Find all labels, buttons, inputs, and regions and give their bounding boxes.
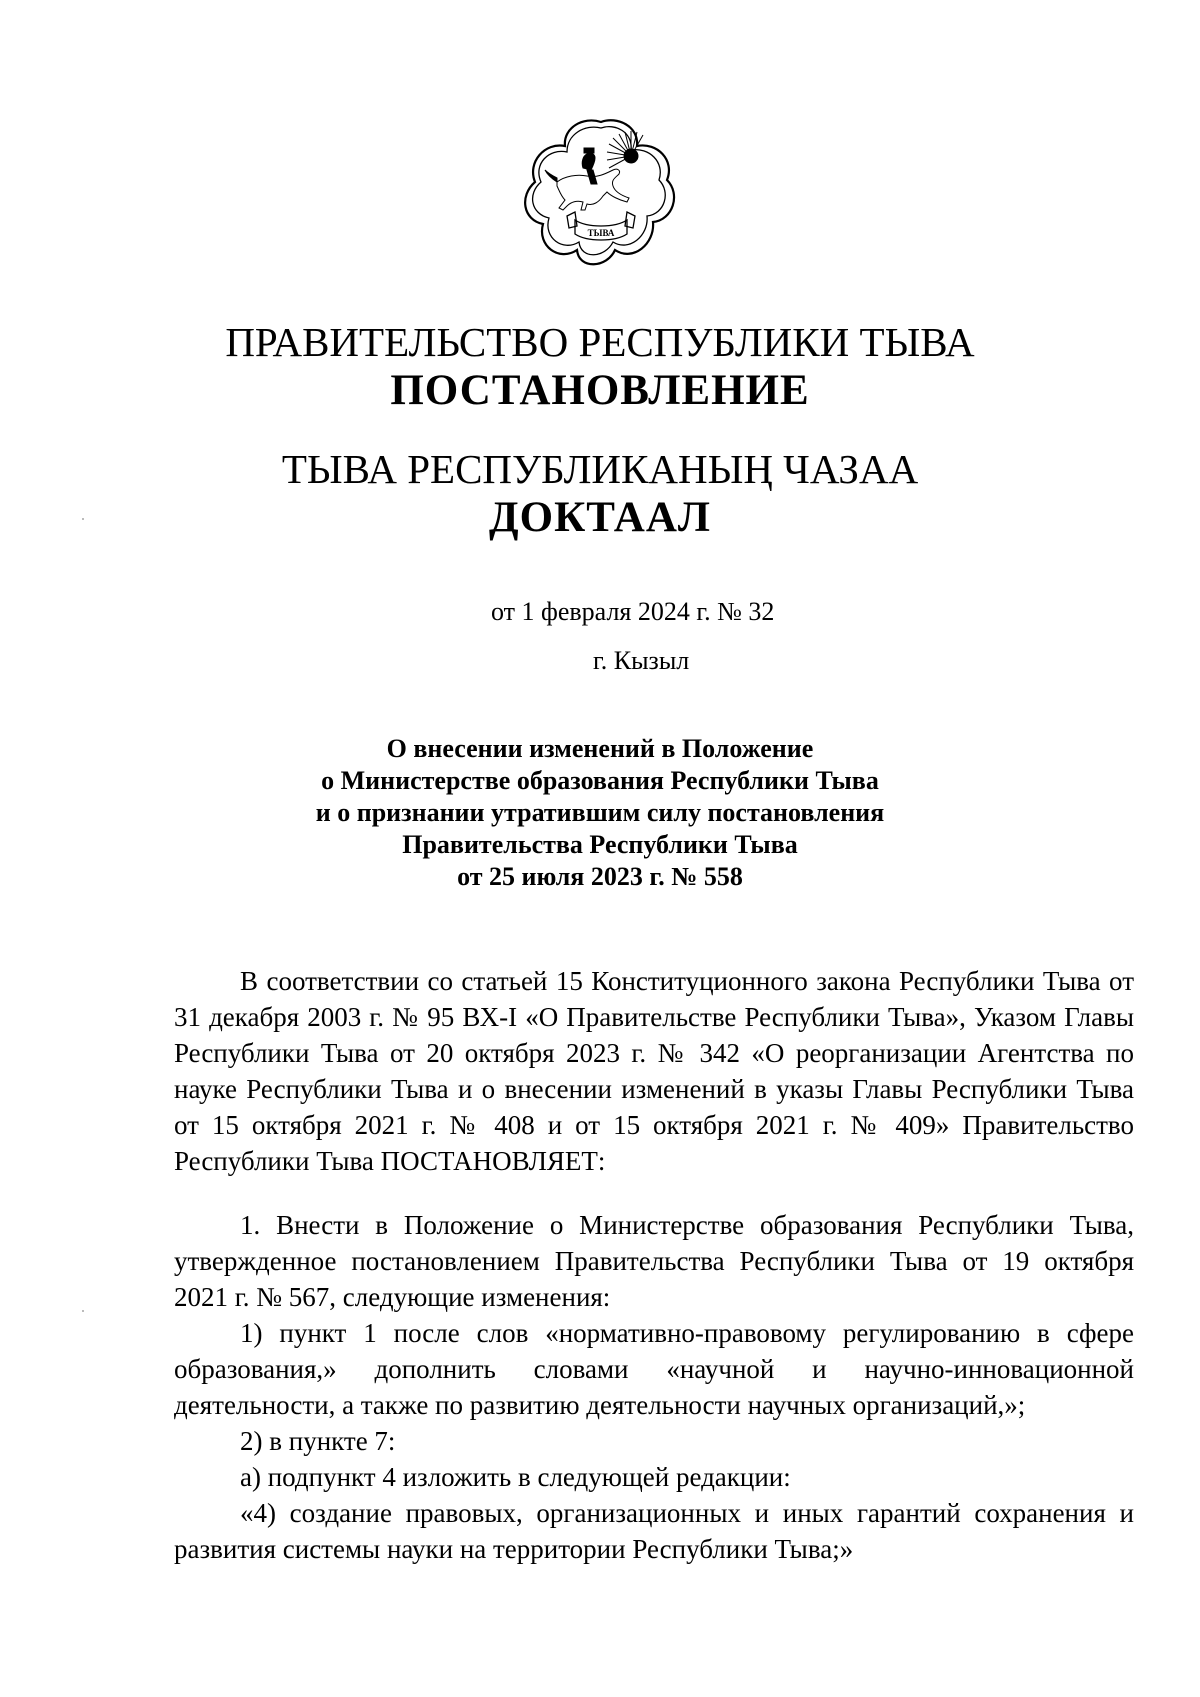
document-type-ru: ПОСТАНОВЛЕНИЕ [390, 367, 810, 414]
tyva-emblem-logo [521, 112, 681, 272]
body-paragraph-subitem-a: а) подпункт 4 изложить в следующей редакции: [240, 1462, 791, 1492]
document-body [174, 963, 1134, 1567]
document-city: г. Кызыл [593, 646, 690, 675]
scan-artifact-dot [82, 1310, 84, 1312]
document-title-line: и о признании утратившим силу постановления [315, 798, 885, 827]
document-type-tyv: ДОКТААЛ [489, 494, 711, 541]
document-title-line: о Министерстве образования Республики Тыва [321, 766, 879, 795]
body-paragraph-quote: «4) создание правовых, организационных и иных гарантий сохранения и развития системы науки на территории Республики Тыва;» [174, 1498, 1134, 1564]
document-title [250, 733, 950, 893]
document-title-line: О внесении изменений в Положение [386, 734, 814, 763]
body-paragraph-item-1: 1. Внести в Положение о Министерстве образования Республики Тыва, утвержденное постановлением Правительства Республики Тыва от 19 октября 2021 г. № 567, следующие изменения: [174, 1210, 1134, 1312]
document-title-line: от 25 июля 2023 г. № 558 [457, 862, 743, 891]
emblem-ribbon-text: ТЫВА [587, 228, 615, 238]
government-title-ru: ПРАВИТЕЛЬСТВО РЕСПУБЛИКИ ТЫВА [225, 319, 975, 365]
body-paragraph-preamble: В соответствии со статьей 15 Конституционного закона Республики Тыва от 31 декабря 2003 г. № 95 ВХ-I «О Правительстве Республики Тыва», Указом Главы Республики Тыва от 20 октября 2023 г. № 342 «О реорганизации Агентства по науке Республики Тыва и о внесении изменений в указы Главы Республики Тыва от 15 октября 2021 г. № 408 и от 15 октября 2021 г. № 409» Правительство Республики Тыва ПОСТАНОВЛЯЕТ: [174, 966, 1134, 1176]
government-title-tyv: ТЫВА РЕСПУБЛИКАНЫҢ ЧАЗАА [281, 446, 919, 492]
scan-artifact-dot [82, 518, 84, 520]
document-date-number: от 1 февраля 2024 г. № 32 [491, 597, 775, 626]
document-title-line: Правительства Республики Тыва [402, 830, 798, 859]
body-paragraph-subitem-1: 1) пункт 1 после слов «нормативно-правовому регулированию в сфере образования,» дополнить словами «научной и научно-инновационной деятельности, а также по развитию деятельности научных организаций,»; [174, 1318, 1134, 1420]
body-paragraph-subitem-2: 2) в пункте 7: [240, 1426, 396, 1456]
